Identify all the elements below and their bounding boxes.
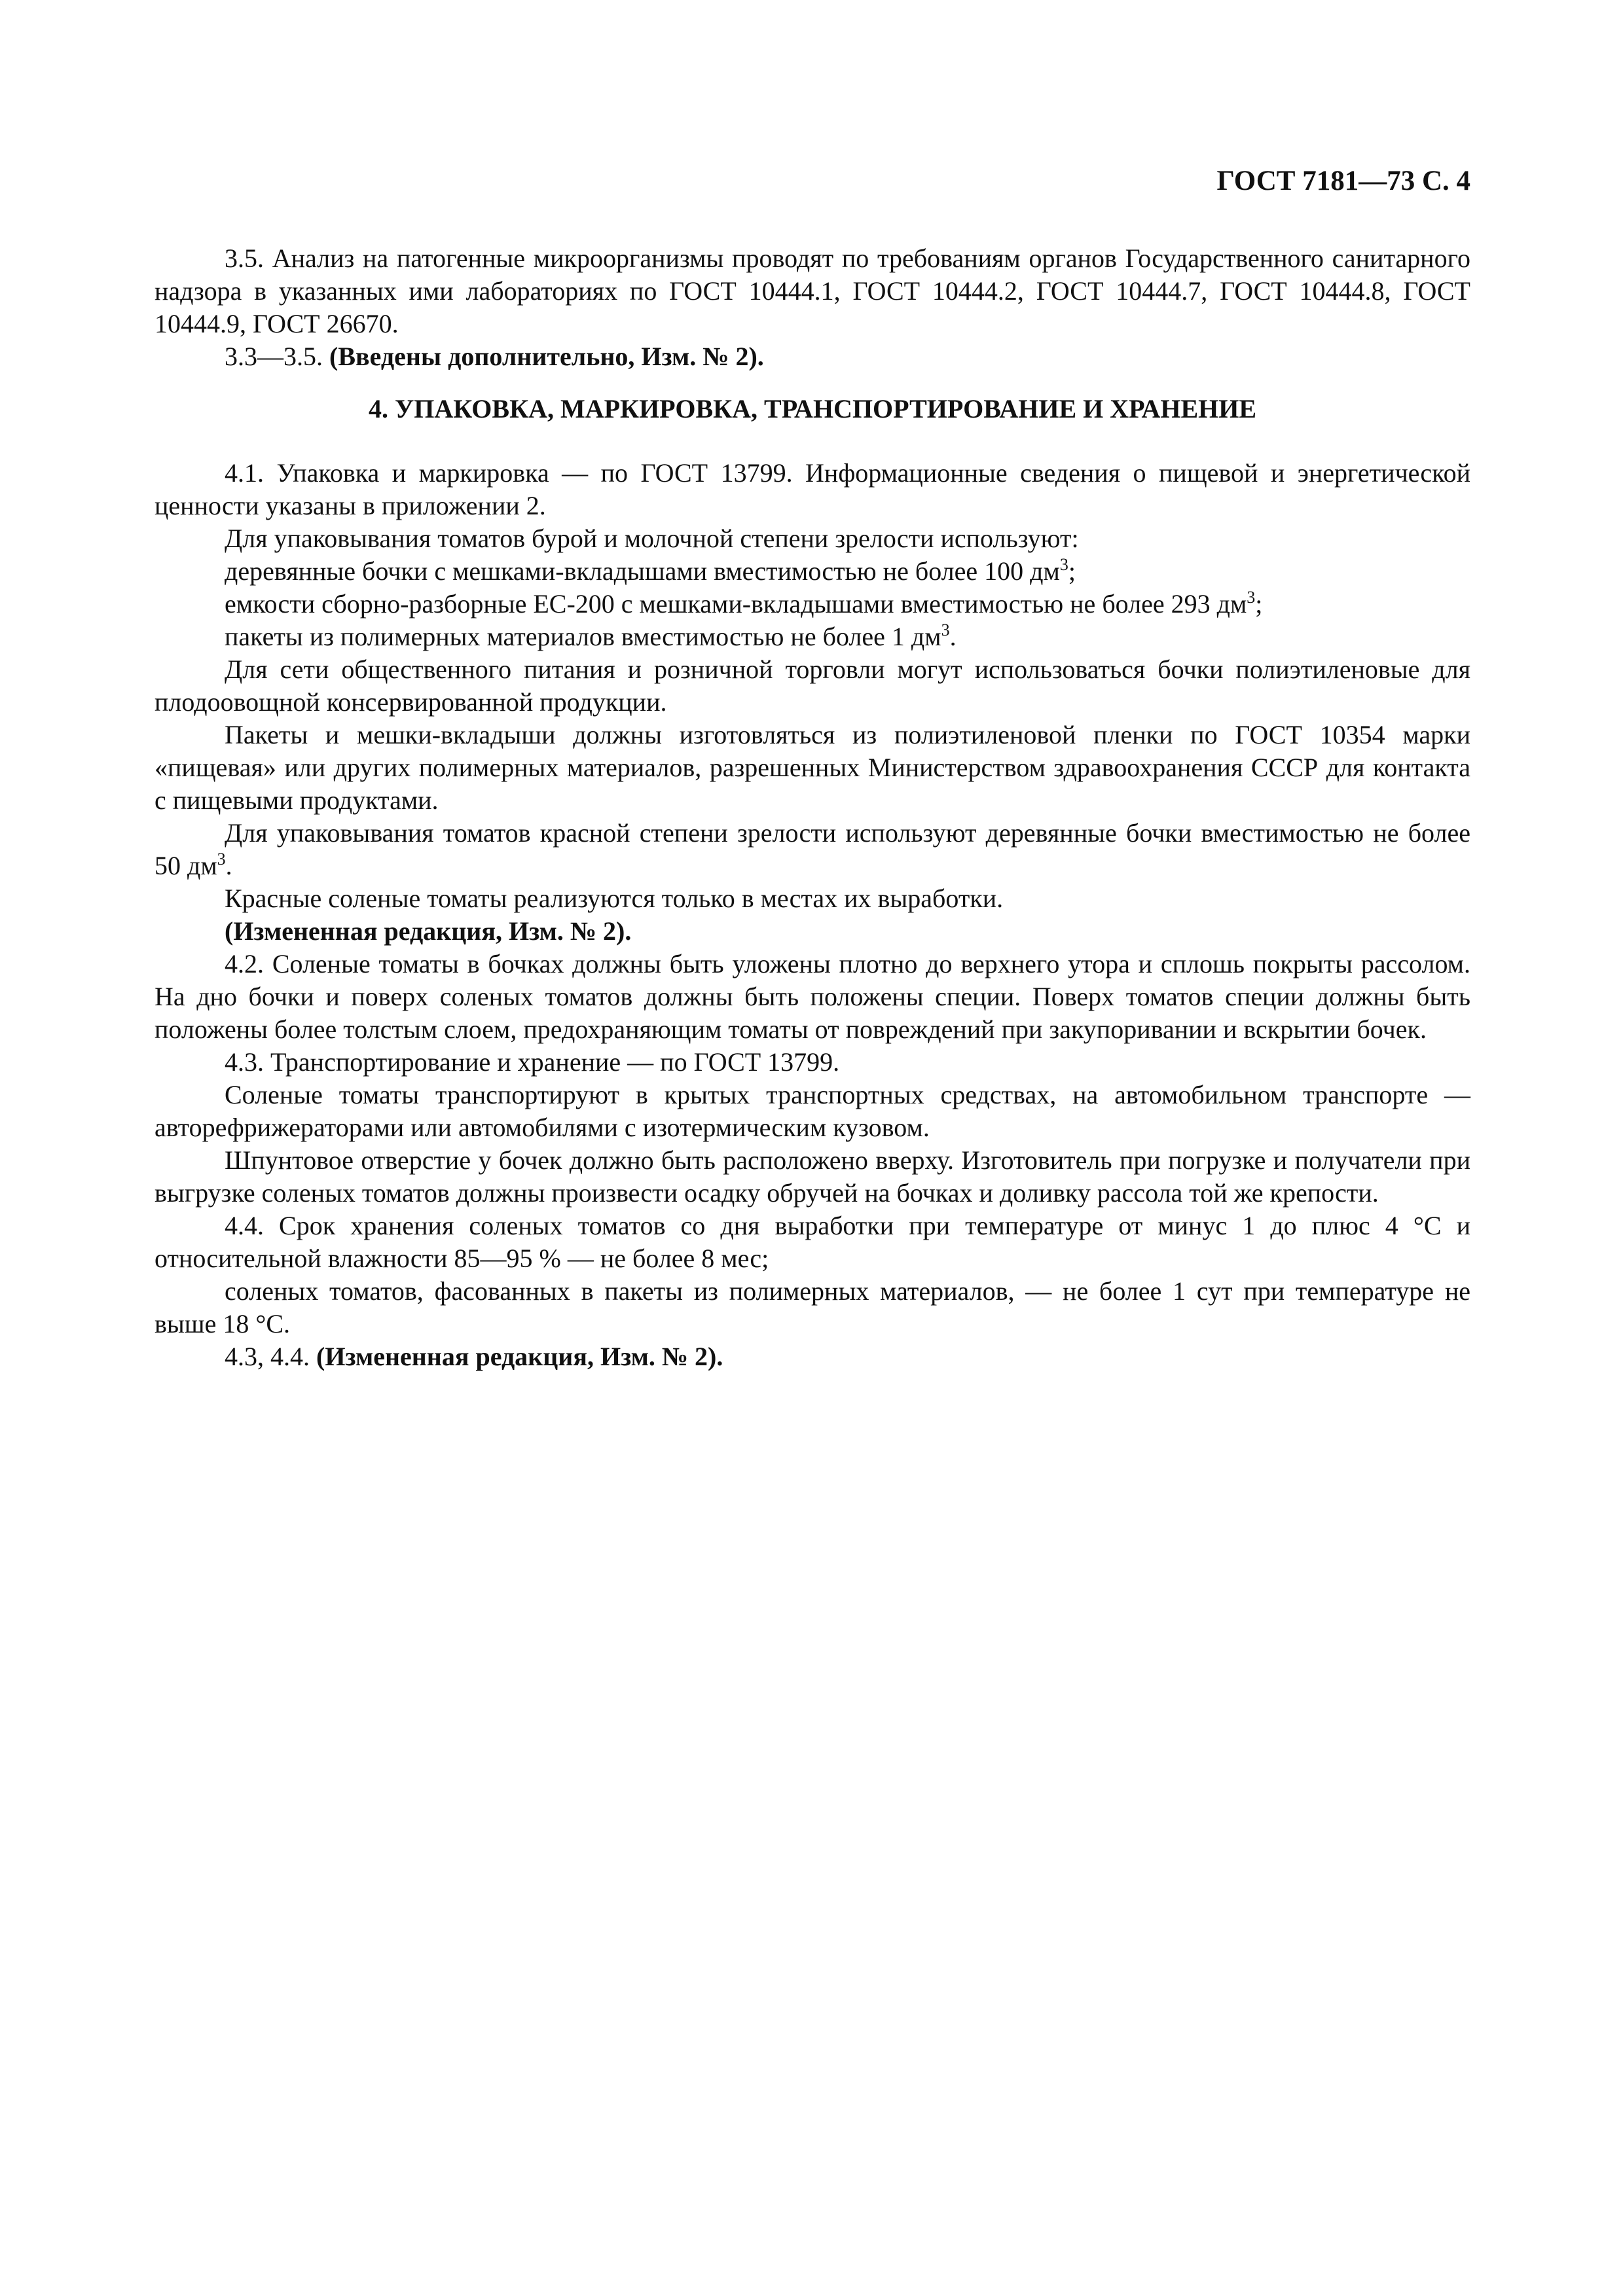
packing-item-containers xyxy=(155,588,1470,620)
superscript: 3 xyxy=(941,620,950,639)
clause-4-3: 4.3. Транспортирование и хранение — по ГОСТ 13799. xyxy=(225,1047,840,1077)
document-body xyxy=(155,242,1470,1373)
packing-item-barrels xyxy=(155,555,1470,588)
amendment-note-3-3 xyxy=(155,340,1470,373)
packing-item-text: деревянные бочки с мешками-вкладышами вместимостью не более 100 дм xyxy=(225,556,1060,586)
amendment-note-4-3 xyxy=(155,1340,1470,1373)
clause-4-4: 4.4. Срок хранения соленых томатов со дня выработки при температуре от минус 1 до плюс 4 °С и относительной влажности 85—95 % — не более 8 мес; xyxy=(155,1211,1470,1273)
superscript: 3 xyxy=(217,850,226,869)
running-header: ГОСТ 7181—73 С. 4 xyxy=(1216,166,1470,196)
amendment-note-clauses: 3.3—3.5. xyxy=(225,342,329,371)
packing-item-bags xyxy=(155,620,1470,653)
transport-paragraph: Соленые томаты транспортируют в крытых транспортных средствах, на автомобильном транспорте — авторефрижераторами или автомобилями с изотермическим кузовом. xyxy=(155,1080,1470,1142)
clause-4-2: 4.2. Соленые томаты в бочках должны быть уложены плотно до верхнего утора и сплошь покрыты рассолом. На дно бочки и поверх соленых томатов должны быть положены специи. Поверх томатов специи должны быть положены более толстым слоем, предохраняющим томаты от повреждений при закупоривании и вскрытии бочек. xyxy=(155,949,1470,1044)
amendment-note-4-1: (Измененная редакция, Изм. № 2). xyxy=(225,916,632,946)
superscript: 3 xyxy=(1247,588,1256,607)
punctuation: . xyxy=(949,622,957,651)
superscript: 3 xyxy=(1059,555,1068,574)
clause-4-4-continued: соленых томатов, фасованных в пакеты из полимерных материалов, — не более 1 сут при температуре не выше 18 °С. xyxy=(155,1276,1470,1338)
punctuation: . xyxy=(225,851,232,880)
clause-4-1: 4.1. Упаковка и маркировка — по ГОСТ 13799. Информационные сведения о пищевой и энергетической ценности указаны в приложении 2. xyxy=(155,458,1470,520)
punctuation: ; xyxy=(1068,556,1076,586)
packing-item-text: пакеты из полимерных материалов вместимостью не более 1 дм xyxy=(225,622,941,651)
amendment-note-clauses: 4.3, 4.4. xyxy=(225,1342,316,1371)
amendment-note-text: (Измененная редакция, Изм. № 2). xyxy=(316,1342,723,1371)
paragraph-text: Для упаковывания томатов красной степени зрелости используют деревянные бочки вместимостью не более 50 дм xyxy=(155,818,1470,880)
red-tomatoes-sale: Красные соленые томаты реализуются только в местах их выработки. xyxy=(225,884,1004,913)
packing-intro: Для упаковывания томатов бурой и молочной степени зрелости используют: xyxy=(225,524,1079,553)
packing-item-text: емкости сборно-разборные ЕС-200 с мешками-вкладышами вместимостью не более 293 дм xyxy=(225,589,1247,619)
catering-paragraph: Для сети общественного питания и розничной торговли могут использоваться бочки полиэтиленовые для плодоовощной консервированной продукции. xyxy=(155,655,1470,717)
bung-hole-paragraph: Шпунтовое отверстие у бочек должно быть расположено вверху. Изготовитель при погрузке и получатели при выгрузке соленых томатов должны произвести осадку обручей на бочках и доливку рассола той же крепости. xyxy=(155,1145,1470,1208)
bags-material-paragraph: Пакеты и мешки-вкладыши должны изготовляться из полиэтиленовой пленки по ГОСТ 10354 марки «пищевая» или других полимерных материалов, разрешенных Министерством здравоохранения СССР для контакта с пищевыми продуктами. xyxy=(155,720,1470,815)
punctuation: ; xyxy=(1255,589,1263,619)
section-4-heading: 4. УПАКОВКА, МАРКИРОВКА, ТРАНСПОРТИРОВАНИЕ И ХРАНЕНИЕ xyxy=(368,394,1257,423)
clause-3-5: 3.5. Анализ на патогенные микроорганизмы проводят по требованиям органов Государственного санитарного надзора в указанных ими лабораториях по ГОСТ 10444.1, ГОСТ 10444.2, ГОСТ 10444.7, ГОСТ 10444.8, ГОСТ 10444.9, ГОСТ 26670. xyxy=(155,243,1470,338)
amendment-note-text: (Введены дополнительно, Изм. № 2). xyxy=(329,342,764,371)
red-tomatoes-packing xyxy=(155,817,1470,882)
